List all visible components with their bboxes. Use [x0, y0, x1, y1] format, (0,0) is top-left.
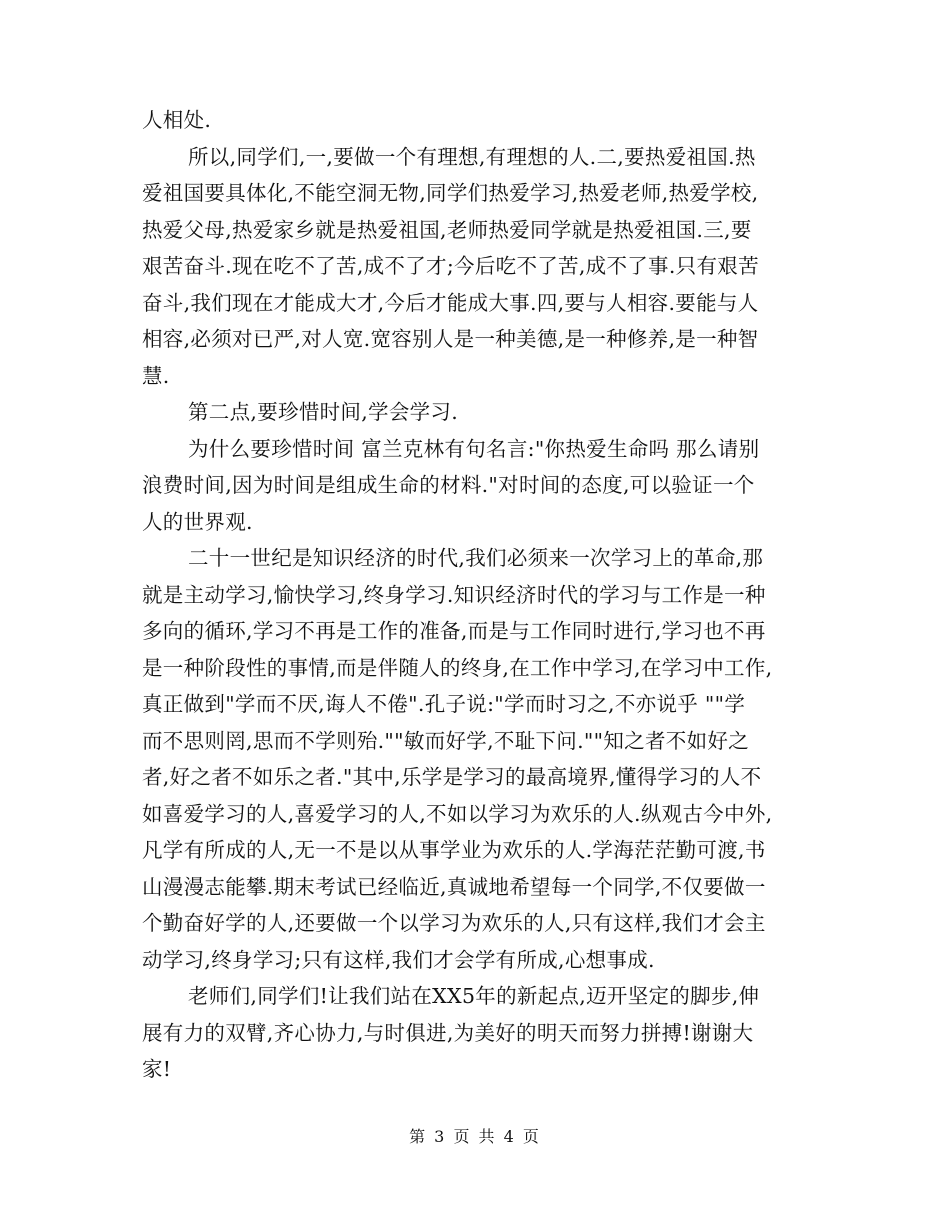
paragraph-franklin-quote [142, 431, 818, 541]
text-line: 个勤奋好学的人,还要做一个以学习为欢乐的人,只有这样,我们才会主 [142, 911, 766, 935]
text-line: 动学习,终身学习;只有这样,我们才会学有所成,心想事成. [142, 947, 655, 972]
text-line: 热爱父母,热爱家乡就是热爱祖国,老师热爱同学就是热爱祖国.三,要 [142, 217, 752, 242]
text-line: 爱祖国要具体化,不能空洞无物,同学们热爱学习,热爱老师,热爱学校, [142, 181, 759, 205]
document-body [142, 102, 818, 1088]
text-line: 第二点,要珍惜时间,学会学习. [188, 400, 459, 424]
text-line: 人相处. [142, 108, 212, 132]
text-line: 二十一世纪是知识经济的时代,我们必须来一次学习上的革命,那 [188, 546, 764, 570]
text-line: 家! [142, 1057, 172, 1081]
text-line: 老师们,同学们!让我们站在XX5年的新起点,迈开坚定的脚步,伸 [188, 984, 760, 1008]
text-line: 艰苦奋斗.现在吃不了苦,成不了才;今后吃不了苦,成不了事.只有艰苦 [142, 254, 759, 278]
paragraph-four-points [142, 139, 818, 395]
paragraph-knowledge-economy [142, 540, 818, 978]
text-line: 如喜爱学习的人,喜爱学习的人,不如以学习为欢乐的人.纵观古今中外, [142, 801, 773, 826]
text-line: 展有力的双臂,齐心协力,与时俱进,为美好的明天而努力拼搏!谢谢大 [142, 1020, 754, 1045]
text-line: 浪费时间,因为时间是组成生命的材料."对时间的态度,可以验证一个 [142, 473, 755, 497]
text-line: 而不思则罔,思而不学则殆.""敏而好学,不耻下问.""知之者不如好之 [142, 728, 749, 753]
text-line: 相容,必须对已严,对人宽.宽容别人是一种美德,是一种修养,是一种智 [142, 327, 759, 351]
paragraph-closing [142, 978, 818, 1088]
text-line: 奋斗,我们现在才能成大才,今后才能成大事.四,要与人相容.要能与人 [142, 290, 759, 315]
text-line: 凡学有所成的人,无一不是以从事学业为欢乐的人.学海茫茫勤可渡,书 [142, 838, 766, 862]
text-line: 所以,同学们,一,要做一个有理想,有理想的人.二,要热爱祖国.热 [188, 144, 756, 169]
text-line: 山漫漫志能攀.期末考试已经临近,真诚地希望每一个同学,不仅要做一 [142, 874, 766, 899]
paragraph-second-point-heading [142, 394, 818, 431]
text-line: 者,好之者不如乐之者."其中,乐学是学习的最高境界,懂得学习的人不 [142, 765, 762, 789]
text-line: 慧. [142, 363, 170, 388]
text-line: 为什么要珍惜时间 富兰克林有句名言:"你热爱生命吗 那么请别 [188, 436, 760, 461]
text-line: 是一种阶段性的事情,而是伴随人的终身,在工作中学习,在学习中工作, [142, 655, 773, 680]
text-line: 人的世界观. [142, 509, 253, 534]
text-line: 就是主动学习,愉快学习,终身学习.知识经济时代的学习与工作是一种 [142, 582, 766, 607]
text-line: 多向的循环,学习不再是工作的准备,而是与工作同时进行,学习也不再 [142, 619, 766, 643]
paragraph-end-of-previous [142, 102, 818, 139]
page-number-footer: 第 3 页 共 4 页 [409, 1127, 541, 1146]
text-line: 真正做到"学而不厌,诲人不倦".孔子说:"学而时习之,不亦说乎 ""学 [142, 692, 746, 716]
